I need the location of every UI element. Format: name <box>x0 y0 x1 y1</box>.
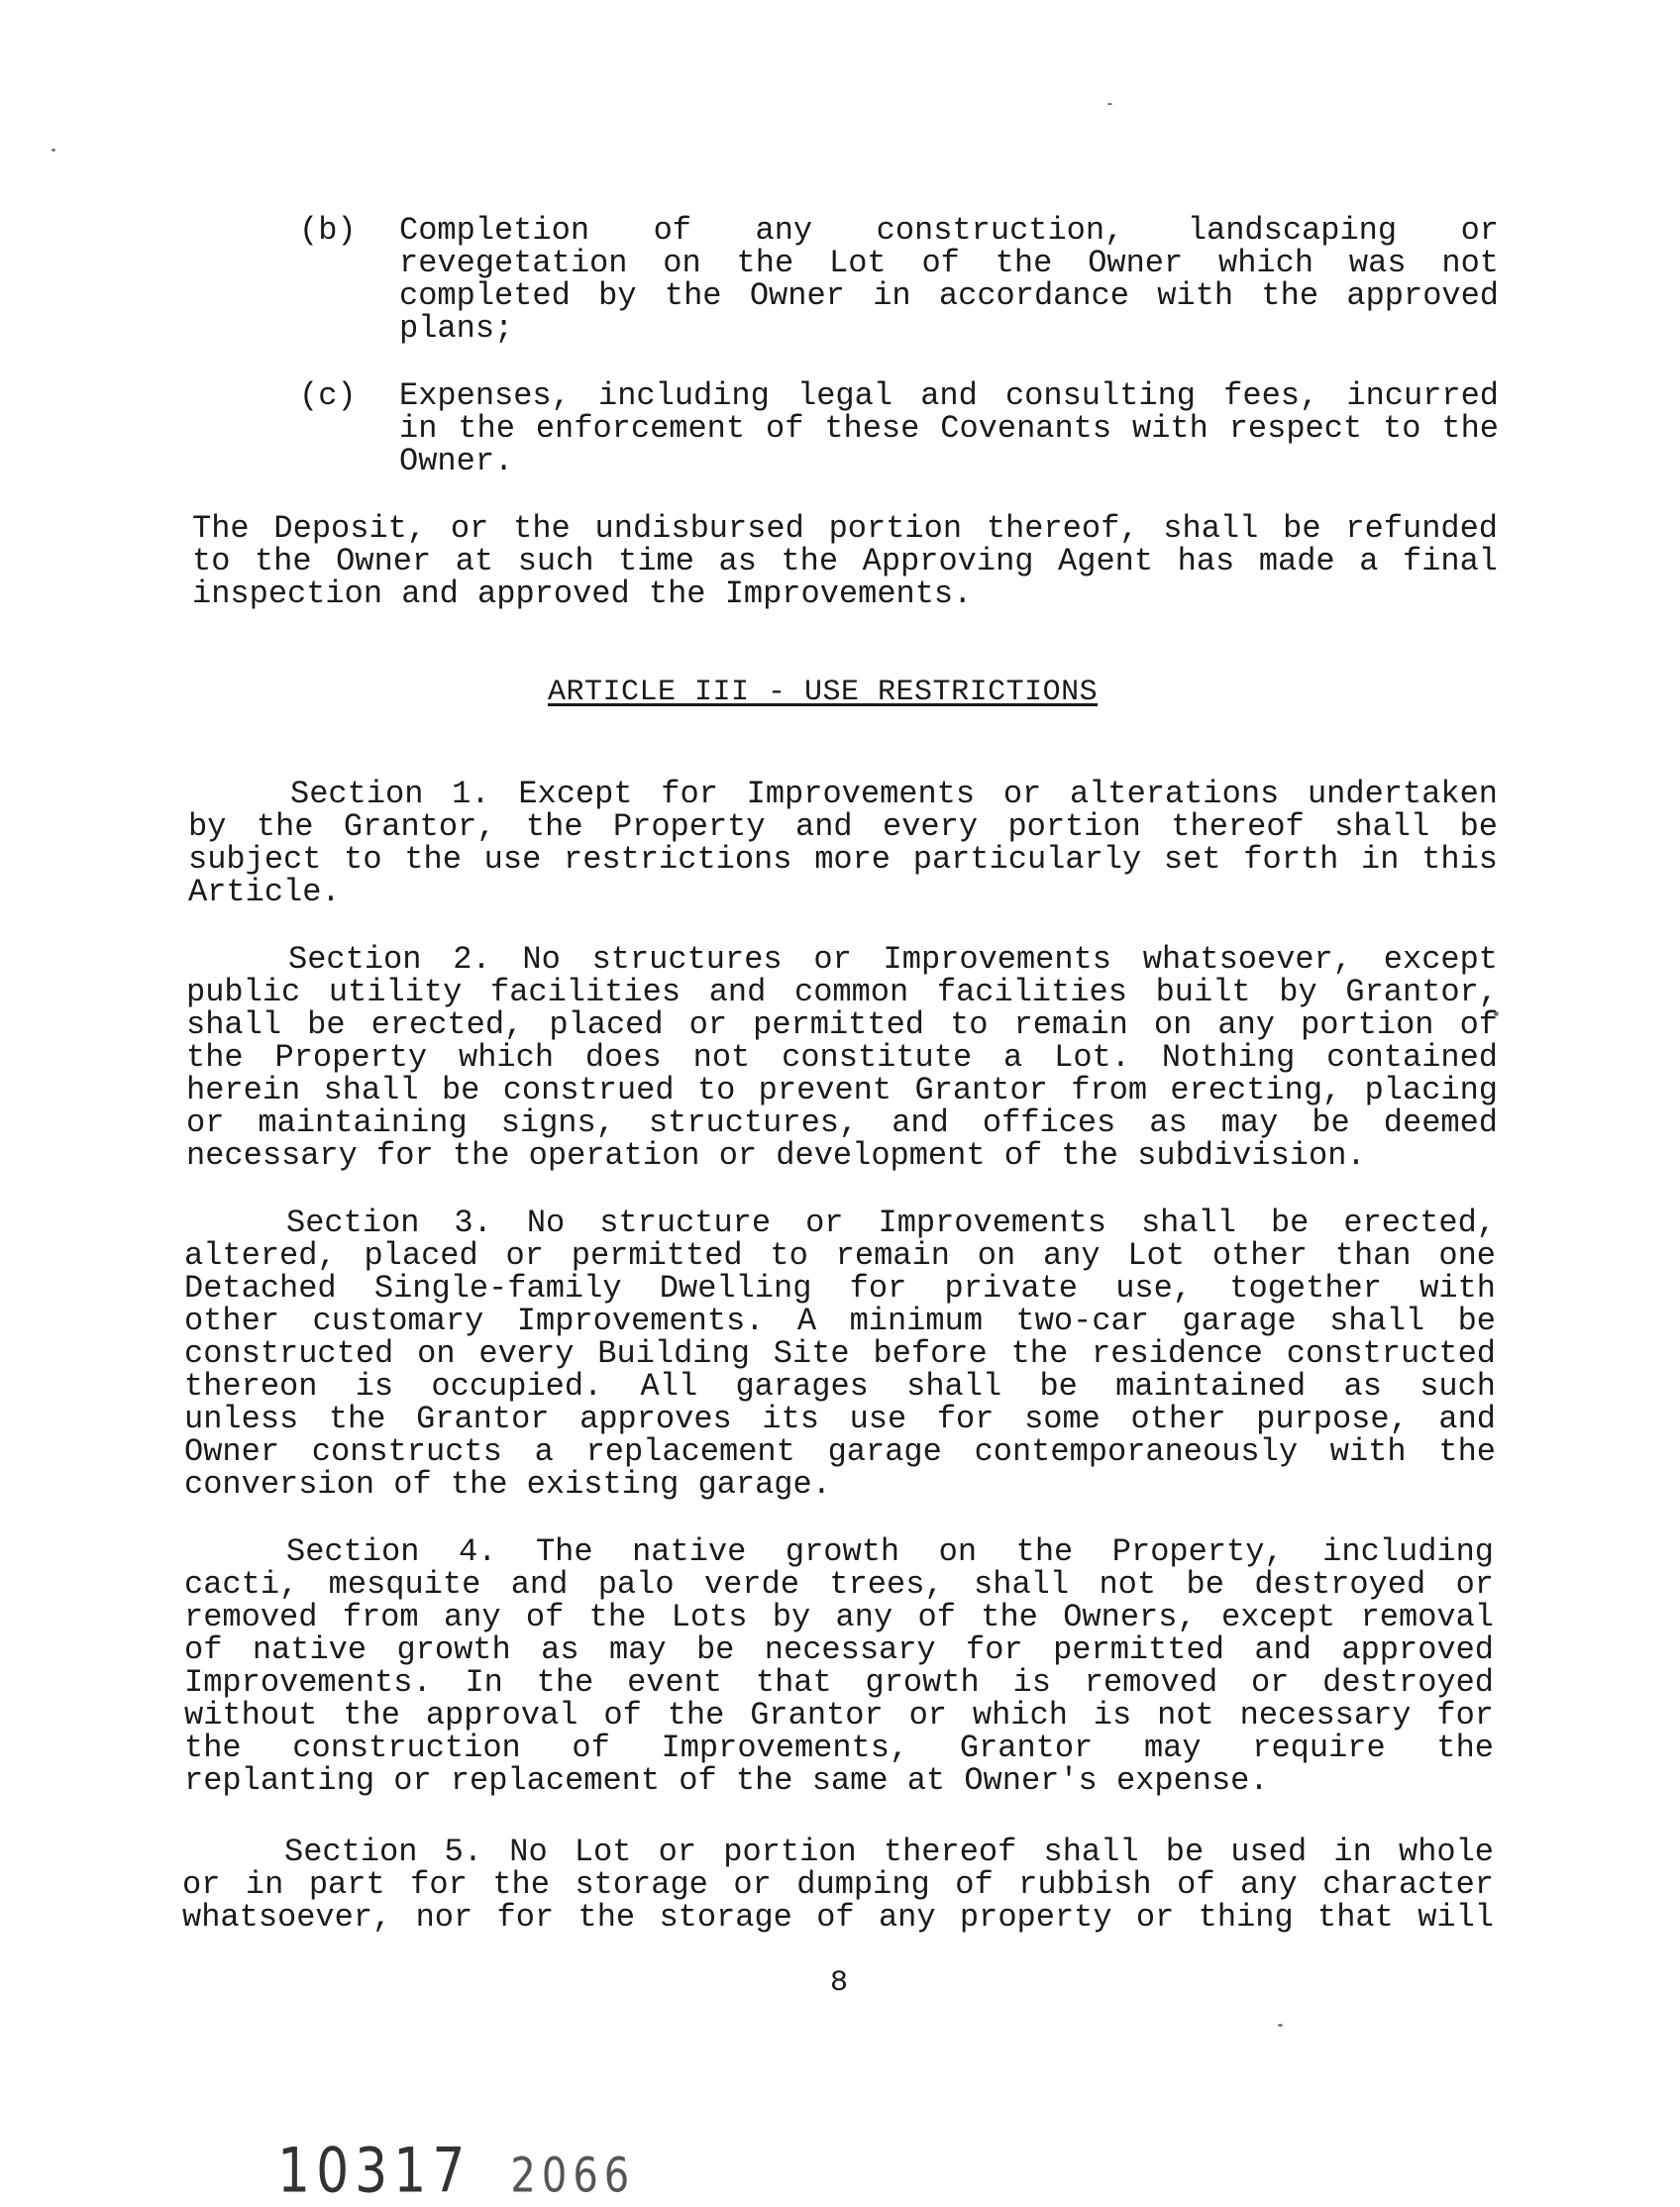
article-heading: ARTICLE III - USE RESTRICTIONS <box>548 676 1099 709</box>
text-line: completed by the Owner in accordance with the approved <box>399 277 1499 314</box>
text-line: Expenses, including legal and consulting fees, incurred <box>399 377 1499 414</box>
text-line: cacti, mesquite and palo verde trees, shall not be destroyed or <box>184 1566 1494 1603</box>
item-label-c: (c) <box>299 377 357 414</box>
item-label-b: (b) <box>299 212 357 249</box>
text-line: to the Owner at such time as the Approving Agent has made a final <box>192 543 1498 579</box>
text-line: plans; <box>399 310 514 347</box>
scan-speck <box>1107 103 1112 105</box>
text-line: public utility facilities and common facilities built by Grantor, <box>186 974 1498 1010</box>
item-b-text <box>399 214 1499 345</box>
text-line: Completion of any construction, landscaping or <box>399 212 1499 249</box>
text-line: other customary Improvements. A minimum two-car garage shall be <box>184 1303 1496 1339</box>
section-2 <box>186 943 1498 1172</box>
deposit-paragraph <box>192 512 1498 610</box>
text-line: Article. <box>188 874 341 910</box>
text-line: Section 4. The native growth on the Property, including <box>286 1533 1494 1570</box>
text-line: Improvements. In the event that growth is removed or destroyed <box>184 1664 1494 1701</box>
page-number: 8 <box>830 1966 849 2000</box>
text-line: altered, placed or permitted to remain on any Lot other than one <box>184 1237 1496 1274</box>
scan-speck <box>52 149 55 152</box>
text-line: replanting or replacement of the same at Owner's expense. <box>184 1762 1269 1799</box>
text-line: of native growth as may be necessary for permitted and approved <box>184 1631 1494 1668</box>
text-line: thereon is occupied. All garages shall be maintained as such <box>184 1368 1496 1405</box>
scan-speck <box>1278 2024 1283 2027</box>
text-line: whatsoever, nor for the storage of any property or thing that will <box>182 1899 1494 1936</box>
recording-stamp <box>277 2136 635 2207</box>
item-c-text <box>399 379 1499 477</box>
text-line: Section 2. No structures or Improvements whatsoever, except <box>288 941 1498 978</box>
text-line: shall be erected, placed or permitted to remain on any portion of <box>186 1006 1498 1043</box>
text-line: the Property which does not constitute a Lot. Nothing contained <box>186 1039 1498 1076</box>
text-line: Section 1. Except for Improvements or alterations undertaken <box>290 776 1498 812</box>
text-line: Owner constructs a replacement garage contemporaneously with the <box>184 1433 1496 1470</box>
text-line: removed from any of the Lots by any of the Owners, except removal <box>184 1599 1494 1635</box>
text-line: subject to the use restrictions more particularly set forth in this <box>188 841 1498 878</box>
text-line: Section 5. No Lot or portion thereof shall be used in whole <box>284 1834 1494 1870</box>
text-line: or maintaining signs, structures, and offices as may be deemed <box>186 1104 1498 1141</box>
text-line: constructed on every Building Site before the residence constructed <box>184 1335 1496 1372</box>
text-line: Section 3. No structure or Improvements shall be erected, <box>286 1205 1496 1241</box>
section-4 <box>184 1535 1494 1797</box>
text-line: Owner. <box>399 443 514 479</box>
text-line: unless the Grantor approves its use for some other purpose, and <box>184 1401 1496 1437</box>
text-line: the construction of Improvements, Grantor may require the <box>184 1730 1494 1766</box>
text-line: necessary for the operation or development of the subdivision. <box>186 1137 1366 1174</box>
text-line: by the Grantor, the Property and every portion thereof shall be <box>188 808 1498 845</box>
text-line: revegetation on the Lot of the Owner which was not <box>399 245 1499 281</box>
text-line: Detached Single-family Dwelling for private use, together with <box>184 1270 1496 1307</box>
text-line: without the approval of the Grantor or which is not necessary for <box>184 1697 1494 1734</box>
section-1 <box>188 778 1498 908</box>
text-line: inspection and approved the Improvements. <box>192 576 973 612</box>
text-line: conversion of the existing garage. <box>184 1466 831 1503</box>
section-3 <box>184 1207 1496 1501</box>
text-line: in the enforcement of these Covenants with respect to the <box>399 410 1499 447</box>
text-line: or in part for the storage or dumping of rubbish of any character <box>182 1866 1494 1903</box>
stamp-primary: 10317 <box>277 2136 472 2207</box>
stamp-secondary: 2066 <box>510 2149 636 2204</box>
text-line: The Deposit, or the undisbursed portion thereof, shall be refunded <box>192 510 1498 547</box>
text-line: herein shall be construed to prevent Grantor from erecting, placing <box>186 1072 1498 1108</box>
section-5 <box>182 1836 1494 1934</box>
